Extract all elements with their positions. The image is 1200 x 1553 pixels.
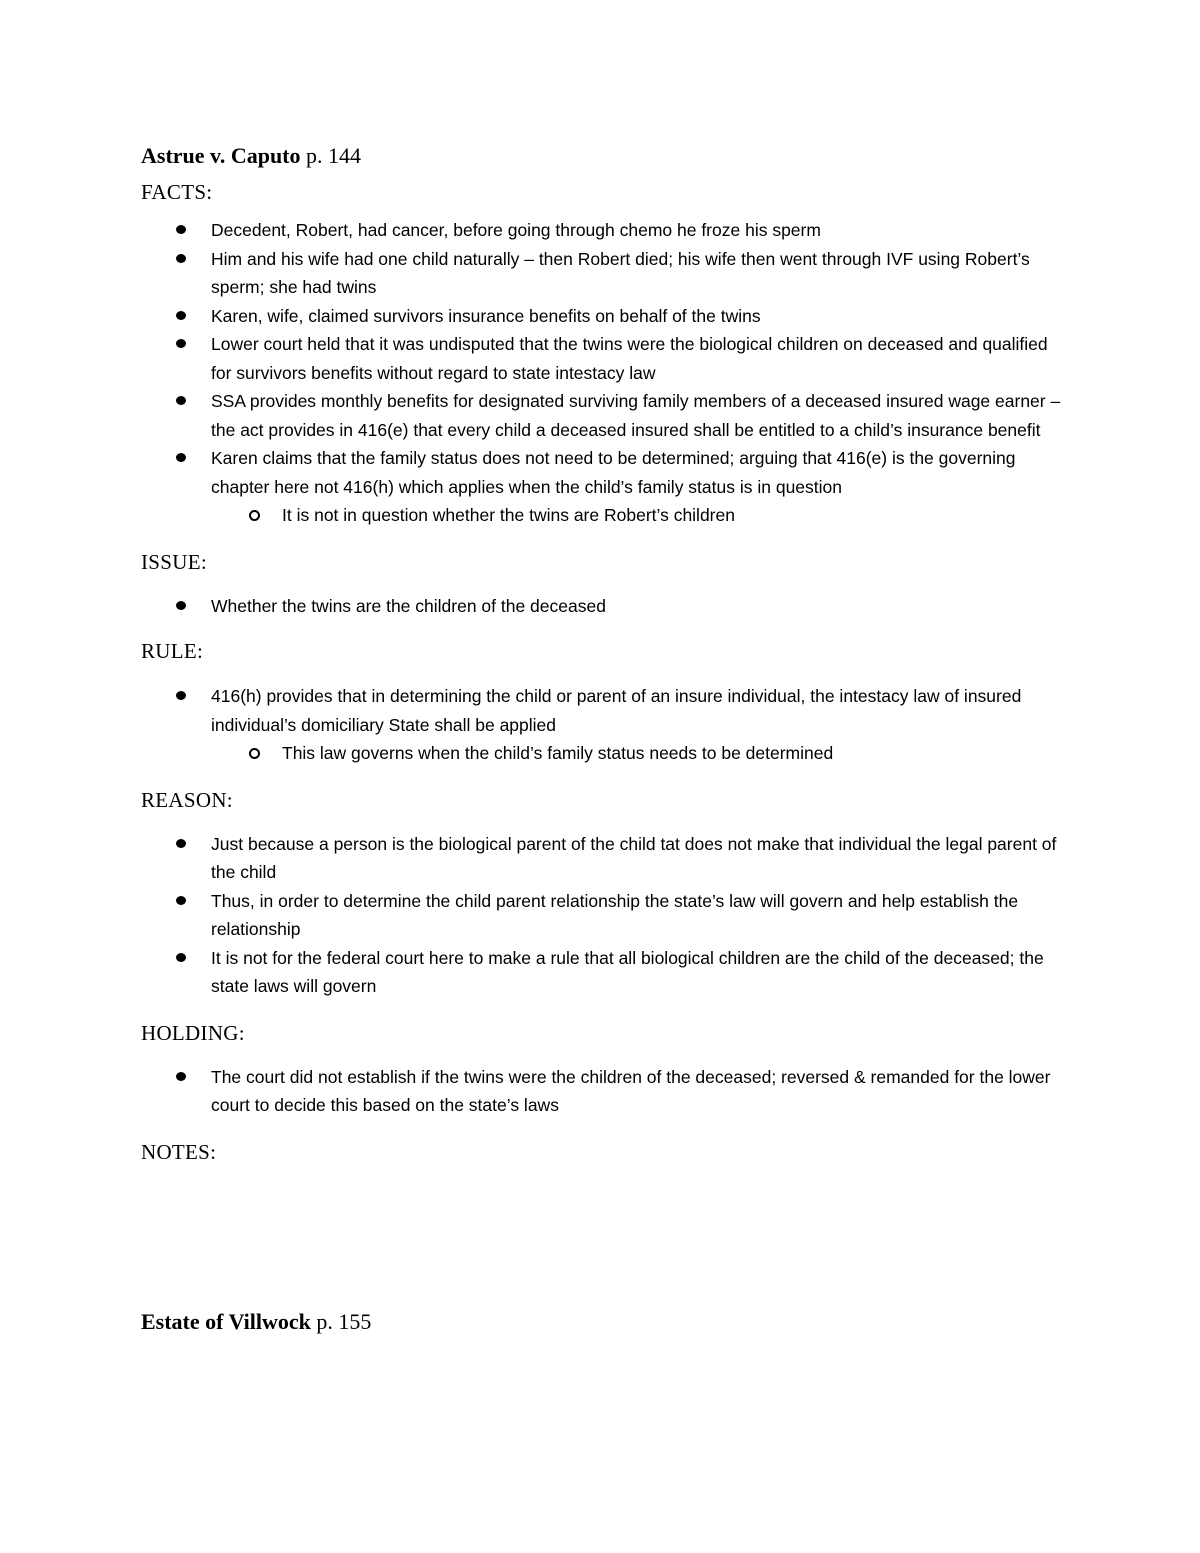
list-item-text: It is not for the federal court here to make a rule that all biological children are the child of the deceased; the state laws will govern [211,947,1044,996]
bullet-icon [176,601,186,610]
hollow-bullet-icon [249,748,260,759]
sub-list-item [211,501,1061,530]
list-item [141,1063,1061,1120]
bullet-icon [176,839,186,848]
list-item [141,944,1061,1001]
rule-list [141,682,1061,768]
bullet-icon [176,339,186,348]
case-name: Astrue v. Caputo [141,143,301,168]
list-item-text: 416(h) provides that in determining the child or parent of an insure individual, the intestacy law of insured individual’s domiciliary State shall be applied [211,686,1022,735]
list-item [141,830,1061,887]
sub-list [211,501,1061,530]
reason-list [141,830,1061,1001]
list-item-text: The court did not establish if the twins were the children of the deceased; reversed & remanded for the lower court to decide this based on the state’s laws [211,1066,1051,1115]
list-item-text: Whether the twins are the children of the deceased [211,595,606,616]
list-item-text: Karen, wife, claimed survivors insurance benefits on behalf of the twins [211,305,761,326]
sub-list-item [211,739,1061,768]
case-name: Estate of Villwock [141,1308,311,1334]
holding-list [141,1063,1061,1120]
sub-list [211,739,1061,768]
sub-list-item-text: This law governs when the child’s family status needs to be determined [282,743,834,763]
holding-heading: HOLDING: [141,1020,245,1045]
bullet-icon [176,225,186,234]
sub-list-item-text: It is not in question whether the twins are Robert’s children [282,505,735,525]
case-title [141,138,1061,174]
case-page-reference: p. 155 [316,1308,372,1334]
bullet-icon [176,254,186,263]
list-item-text: Lower court held that it was undisputed that the twins were the biological children on deceased and qualified for survivors benefits without regard to state intestacy law [211,334,1048,383]
document-page [141,138,1061,1340]
rule-heading: RULE: [141,639,204,663]
list-item [141,302,1061,331]
notes-heading: NOTES: [141,1139,217,1164]
hollow-bullet-icon [249,510,260,521]
list-item [141,887,1061,944]
facts-heading: FACTS: [141,180,213,204]
list-item [141,682,1061,768]
list-item-text: Just because a person is the biological parent of the child tat does not make that individual the legal parent of the child [211,833,1057,882]
list-item-text: Thus, in order to determine the child parent relationship the state’s law will govern and help establish the relationship [211,890,1019,939]
issue-list [141,592,1061,621]
issue-heading: ISSUE: [141,549,207,574]
list-item [141,216,1061,245]
list-item-text: Him and his wife had one child naturally – then Robert died; his wife then went through IVF using Robert’s sperm; she had twins [211,248,1030,297]
bullet-icon [176,453,186,462]
list-item-text: Decedent, Robert, had cancer, before going through chemo he froze his sperm [211,220,821,240]
case-page-reference: p. 144 [306,143,362,168]
bullet-icon [176,896,186,905]
list-item [141,592,1061,621]
bullet-icon [176,1072,186,1081]
case-title [141,1304,1061,1340]
list-item [141,444,1061,530]
list-item [141,387,1061,444]
facts-list [141,216,1061,530]
reason-heading: REASON: [141,787,233,812]
bullet-icon [176,396,186,405]
bullet-icon [176,691,186,700]
bullet-icon [176,311,186,320]
list-item-text: SSA provides monthly benefits for designated surviving family members of a deceased insured wage earner – the act provides in 416(e) that every child a deceased insured shall be entitled to a child’s insurance benefit [211,391,1061,440]
list-item [141,330,1061,387]
list-item [141,245,1061,302]
list-item-text: Karen claims that the family status does not need to be determined; arguing that 416(e) is the governing chapter here not 416(h) which applies when the child’s family status is in question [211,448,1016,497]
bullet-icon [176,953,186,962]
